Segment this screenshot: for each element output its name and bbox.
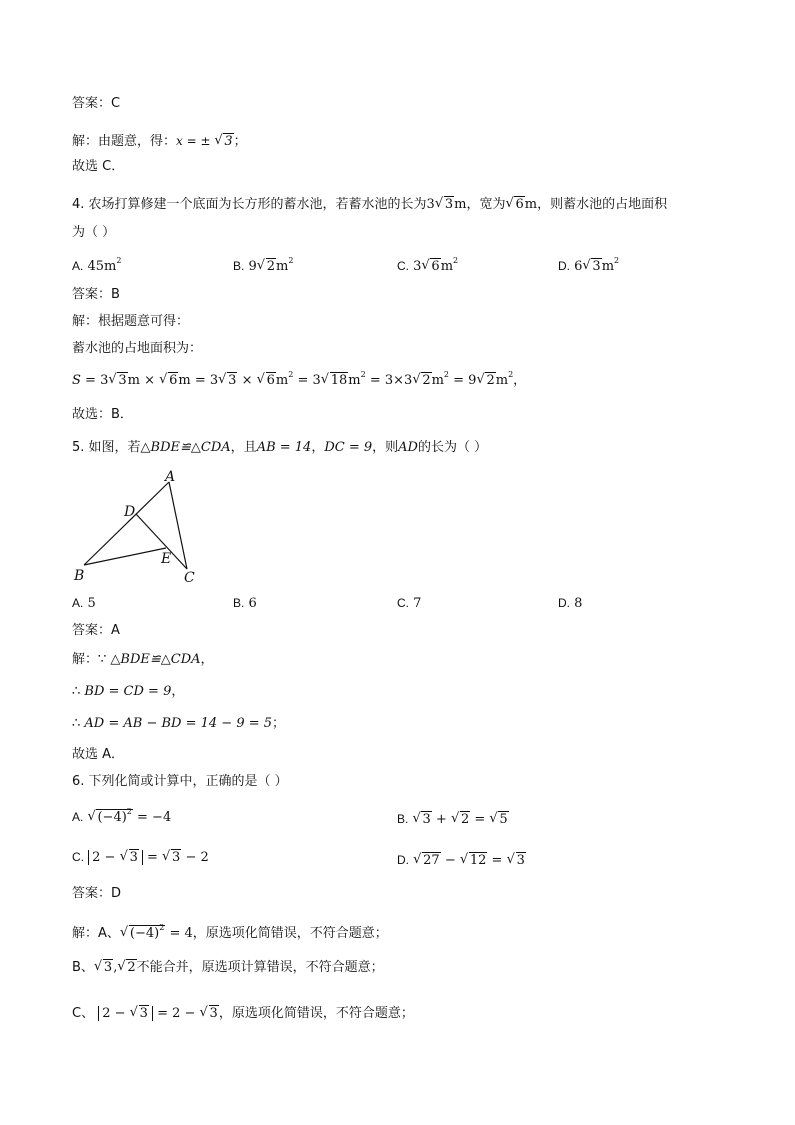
q5-stem xyxy=(72,438,487,458)
q5-solution-3: ∴ AD = AB − BD = 14 − 9 = 5； xyxy=(72,716,286,731)
q5-solution-1: 解：∵ △BDE≌△CDA， xyxy=(72,652,214,667)
q5-congruence: △BDE≌△CDA xyxy=(140,440,231,455)
q4-option-a: A. $45m^2$ xyxy=(72,256,122,274)
q6-solution-c: C、 2 − √ 3 = 2 − √ 3，原选项化简错误，不符合题意； xyxy=(72,1004,414,1024)
q5-stem-text-c: ，则 xyxy=(372,440,399,455)
q5-label-a: A xyxy=(165,469,176,485)
q5-dc: DC = 9 xyxy=(324,440,373,455)
q4-stem xyxy=(72,195,667,215)
q5-segment-ab xyxy=(84,482,172,567)
q6-option-a: A. √ $(-4)^2 = -4$ xyxy=(72,810,171,825)
q5-label-e: E xyxy=(161,551,172,567)
q5-option-c: C. 7 xyxy=(397,596,422,611)
q4-solution-1: 解：根据题意可得： xyxy=(72,314,190,329)
q5-choose: 故选 A． xyxy=(72,747,125,762)
q5-label-d: D xyxy=(124,504,136,520)
q4-solution-2: 蓄水池的占地面积为： xyxy=(72,341,203,356)
q4-stem-text-c: ，则蓄水池的占地面积 xyxy=(537,197,668,212)
q5-stem-text-b: ，且 xyxy=(230,440,257,455)
q5-option-a: A. 5 xyxy=(72,596,96,611)
q3-choose: 故选 C． xyxy=(72,159,125,174)
q6-option-d: D. √ 27 − √ 12 = √ 3 xyxy=(397,853,526,868)
q3-solution-text: 解：由题意，得： xyxy=(72,134,177,149)
q6-answer: 答案：D xyxy=(72,886,122,901)
q5-answer: 答案：A xyxy=(72,623,120,638)
q4-stem-text-a: 4. 农场打算修建一个底面为长方形的蓄水池，若蓄水池的长为 xyxy=(72,197,427,212)
q5-option-b: B. 6 xyxy=(233,596,257,611)
q4-option-d: D. 6√ $3m^2$ xyxy=(558,259,619,274)
q5-ab: AB = 14 xyxy=(256,440,312,455)
q5-ad: AD xyxy=(398,440,418,455)
q5-figure xyxy=(70,464,210,588)
q3-solution xyxy=(72,131,247,152)
q4-option-c: C. 3√ $6m^2$ xyxy=(397,259,458,274)
q6-option-c: C. 2 − √ 3 = √ 3 − 2 xyxy=(72,850,209,865)
q5-stem-text-d: 的长为（ ） xyxy=(417,440,488,455)
q3-answer: 答案：C xyxy=(72,96,121,111)
q4-answer: 答案：B xyxy=(72,287,120,302)
q4-stem-text-b: ，宽为 xyxy=(466,197,506,212)
q5-segment-ac xyxy=(169,482,187,569)
q4-choose: 故选：B． xyxy=(72,407,133,422)
q4-option-b: B. 9√ $2m^2$ xyxy=(233,259,293,274)
q4-stem-cont: 为（ ） xyxy=(72,225,116,240)
q5-label-b: B xyxy=(74,568,85,584)
q5-solution-2: ∴ BD = CD = 9， xyxy=(72,684,185,699)
q5-stem-text-a: 5. 如图，若 xyxy=(72,440,141,455)
q4-length: 3√ 3m xyxy=(427,197,467,212)
q6-solution-b: B、√ 3,√ 2不能合并，原选项计算错误，不符合题意； xyxy=(72,958,384,978)
q5-sep: ， xyxy=(311,440,325,455)
q3-solution-end: ； xyxy=(233,134,247,149)
q4-width: √ 6m xyxy=(505,197,537,212)
q6-solution-a: 解：A、√ $(-4)^2 = 4$，原选项化简错误，不符合题意； xyxy=(72,924,388,944)
q6-stem: 6. 下列化简或计算中，正确的是（ ） xyxy=(72,774,288,789)
q5-option-d: D. 8 xyxy=(558,596,583,611)
q4-solution-3: S = 3√ 3m × √ 6m = 3√ 3 × √ $6m^2 = 3√$ $18m^2 = 3\times 3√$ $2m^2 = 9√$ $2m^2$， xyxy=(72,371,526,391)
q5-label-c: C xyxy=(184,570,195,586)
q3-solution-math: x = ± √ 3 xyxy=(176,134,234,149)
q6-option-b: B. √ 3 + √ 2 = √ 5 xyxy=(397,812,509,827)
q5-segment-be xyxy=(84,548,166,565)
